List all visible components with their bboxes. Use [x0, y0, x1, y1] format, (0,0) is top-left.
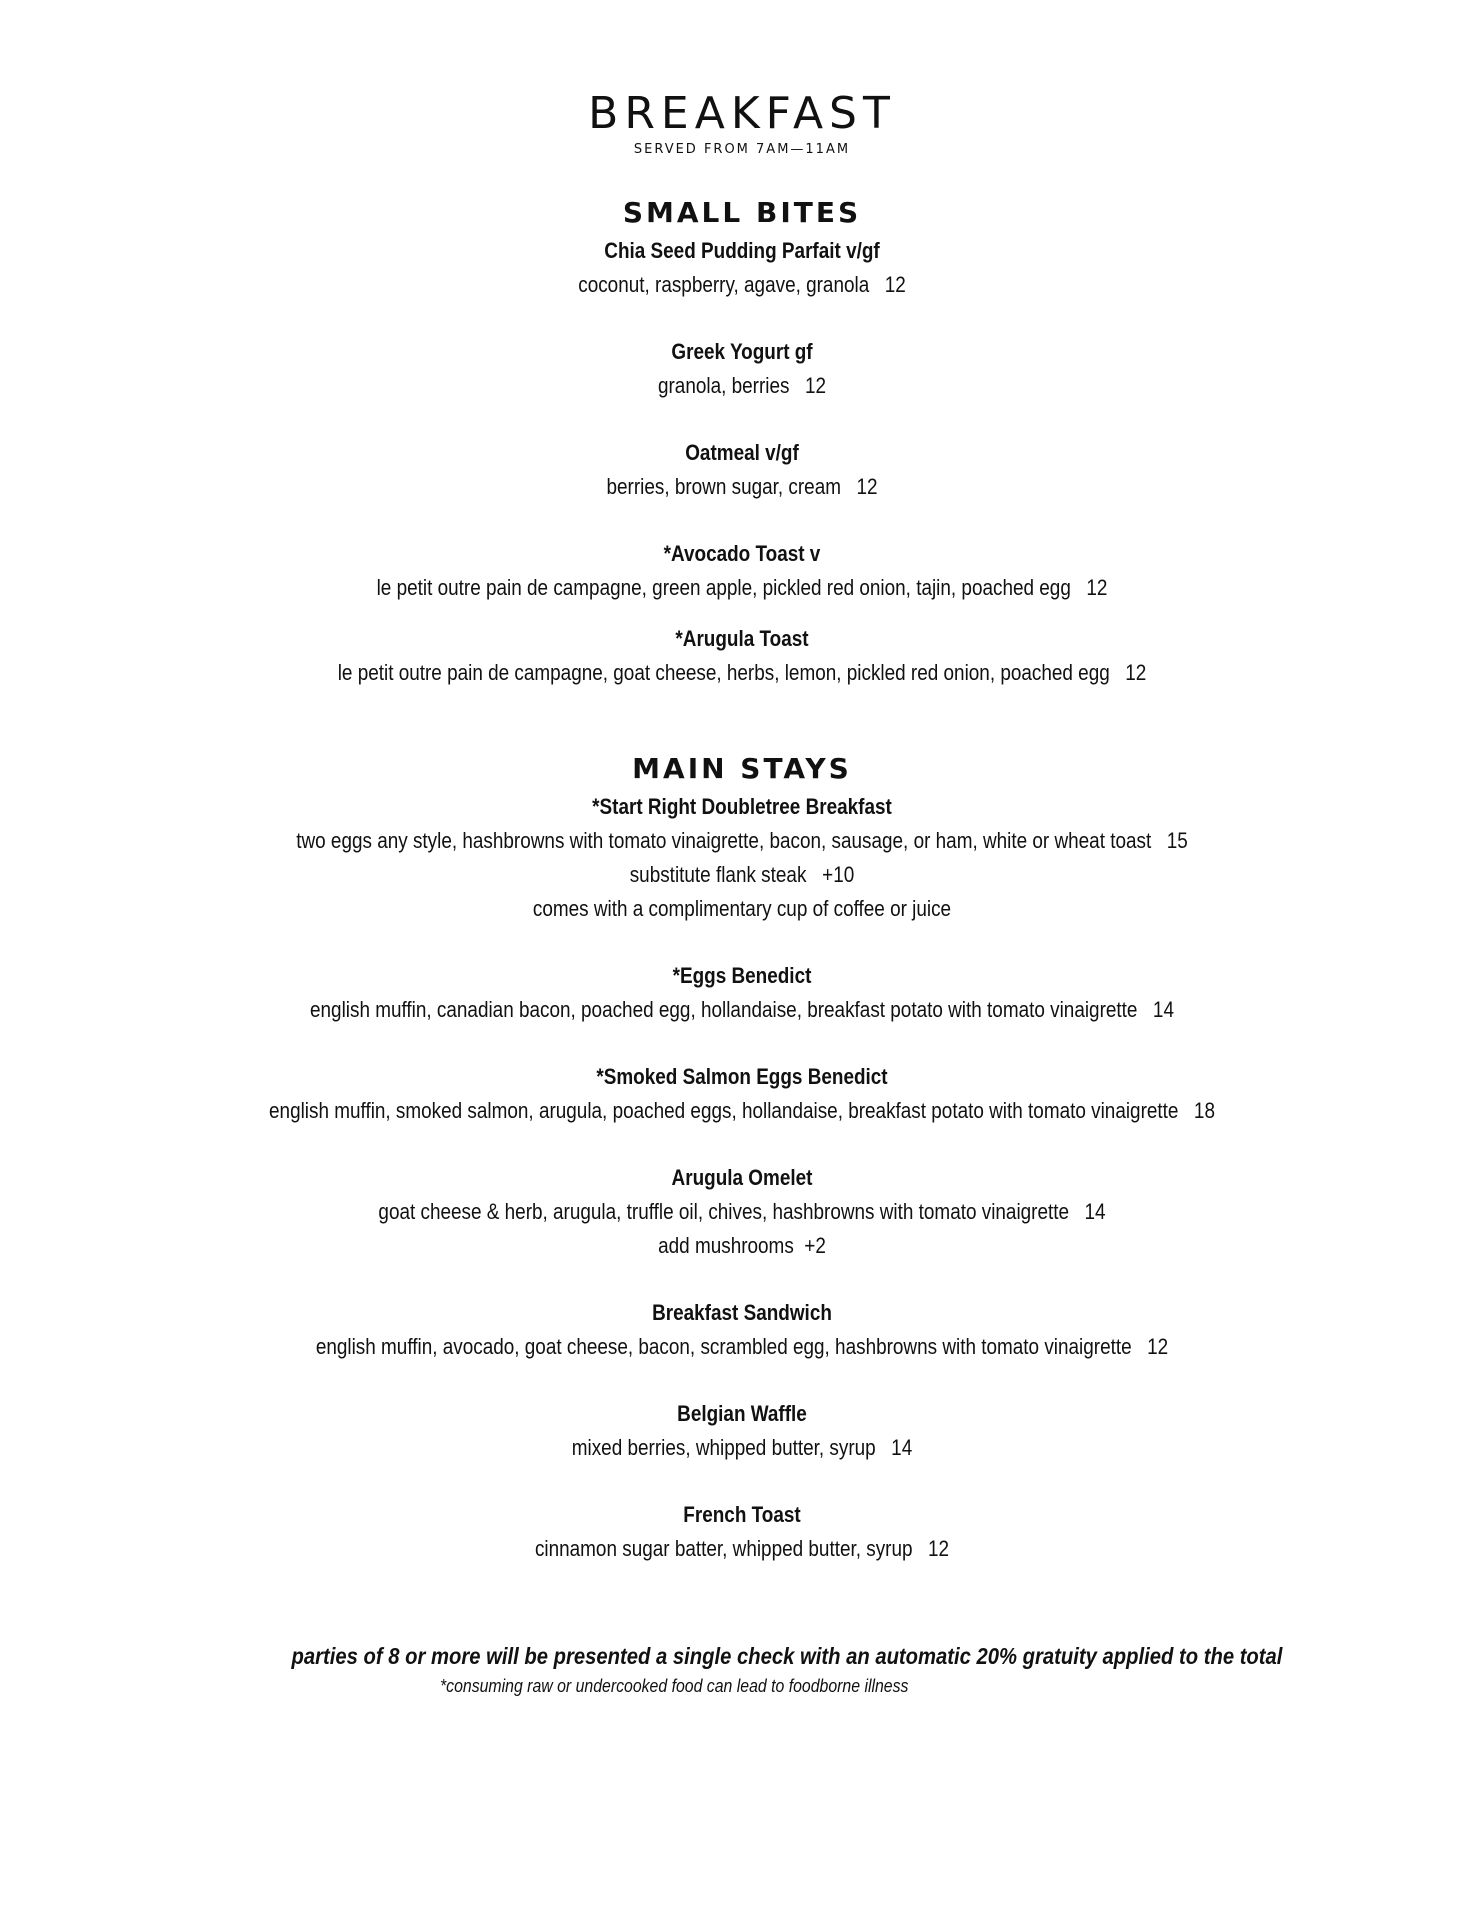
item-description-line	[104, 268, 1380, 302]
item-name: Arugula Omelet	[671, 1165, 813, 1190]
item-extra: add mushrooms +2	[658, 1233, 826, 1258]
menu-item	[0, 234, 1484, 302]
item-price: 12	[928, 1536, 950, 1561]
main-stays-section	[0, 752, 1484, 1566]
item-description-line	[104, 1431, 1380, 1465]
menu-item	[0, 537, 1484, 605]
item-description: coconut, raspberry, agave, granola	[578, 272, 870, 297]
gratuity-note-text: parties of 8 or more will be presented a single check with an automatic 20% gratuity applied to the total	[291, 1643, 1283, 1669]
item-name: *Start Right Doubletree Breakfast	[592, 794, 892, 819]
item-description-line	[104, 369, 1380, 403]
item-description: english muffin, canadian bacon, poached egg, hollandaise, breakfast potato with tomato vinaigrette	[310, 997, 1138, 1022]
item-description: two eggs any style, hashbrowns with tomato vinaigrette, bacon, sausage, or ham, white or wheat toast	[296, 828, 1152, 853]
item-price: 14	[1152, 997, 1174, 1022]
item-description: granola, berries	[657, 373, 790, 398]
item-name: Oatmeal v/gf	[685, 440, 799, 465]
item-description: le petit outre pain de campagne, goat cheese, herbs, lemon, pickled red onion, poached egg	[337, 660, 1110, 685]
item-name: Belgian Waffle	[677, 1401, 807, 1426]
item-name: Greek Yogurt gf	[671, 339, 813, 364]
item-price: 14	[1084, 1199, 1106, 1224]
item-price: 12	[804, 373, 826, 398]
menu-item	[0, 1296, 1484, 1364]
item-price: 12	[1147, 1334, 1169, 1359]
item-description: mixed berries, whipped butter, syrup	[571, 1435, 876, 1460]
menu-item	[0, 1060, 1484, 1128]
item-description: english muffin, avocado, goat cheese, bacon, scrambled egg, hashbrowns with tomato vinaigrette	[315, 1334, 1132, 1359]
gratuity-note	[0, 1640, 1484, 1672]
menu-item	[0, 1498, 1484, 1566]
item-price: 12	[884, 272, 906, 297]
item-description: berries, brown sugar, cream	[606, 474, 841, 499]
menu-item	[0, 622, 1484, 690]
item-name: French Toast	[683, 1502, 801, 1527]
section-heading-main-stays: MAIN STAYS	[632, 752, 852, 785]
small-bites-section	[0, 196, 1484, 690]
item-name: *Avocado Toast v	[663, 541, 821, 566]
item-description-line	[104, 571, 1380, 605]
item-price: 14	[891, 1435, 913, 1460]
item-description: goat cheese & herb, arugula, truffle oil, chives, hashbrowns with tomato vinaigrette	[378, 1199, 1070, 1224]
item-price: 15	[1166, 828, 1188, 853]
item-price: 18	[1193, 1098, 1215, 1123]
menu-item	[0, 335, 1484, 403]
item-description-line	[104, 1532, 1380, 1566]
item-description-line	[104, 824, 1380, 858]
item-name: *Smoked Salmon Eggs Benedict	[596, 1064, 888, 1089]
menu-item	[0, 1161, 1484, 1263]
item-name: *Eggs Benedict	[672, 963, 812, 988]
menu-item	[0, 1397, 1484, 1465]
menu-item	[0, 790, 1484, 926]
menu-title: BREAKFAST	[588, 88, 896, 139]
item-description-line	[104, 656, 1380, 690]
item-name: Chia Seed Pudding Parfait v/gf	[604, 238, 880, 263]
menu-item	[0, 436, 1484, 504]
item-price: 12	[1086, 575, 1108, 600]
section-heading-small-bites: SMALL BITES	[622, 196, 862, 229]
item-description-line	[104, 993, 1380, 1027]
item-description: le petit outre pain de campagne, green apple, pickled red onion, tajin, poached egg	[376, 575, 1071, 600]
item-extra: comes with a complimentary cup of coffee or juice	[532, 896, 952, 921]
item-description-line	[104, 1094, 1380, 1128]
menu-item	[0, 959, 1484, 1027]
item-description-line	[104, 470, 1380, 504]
raw-food-warning: *consuming raw or undercooked food can lead to foodborne illness	[440, 1676, 909, 1696]
item-name: *Arugula Toast	[675, 626, 809, 651]
item-price: 12	[1125, 660, 1147, 685]
item-description: english muffin, smoked salmon, arugula, poached eggs, hollandaise, breakfast potato with tomato vinaigrette	[269, 1098, 1179, 1123]
item-description-line	[104, 1330, 1380, 1364]
item-price: 12	[856, 474, 878, 499]
item-description-line	[104, 1195, 1380, 1229]
item-extra: substitute flank steak +10	[629, 862, 855, 887]
item-name: Breakfast Sandwich	[652, 1300, 832, 1325]
item-description: cinnamon sugar batter, whipped butter, syrup	[534, 1536, 913, 1561]
menu-subtitle: SERVED FROM 7AM—11AM	[633, 142, 851, 157]
